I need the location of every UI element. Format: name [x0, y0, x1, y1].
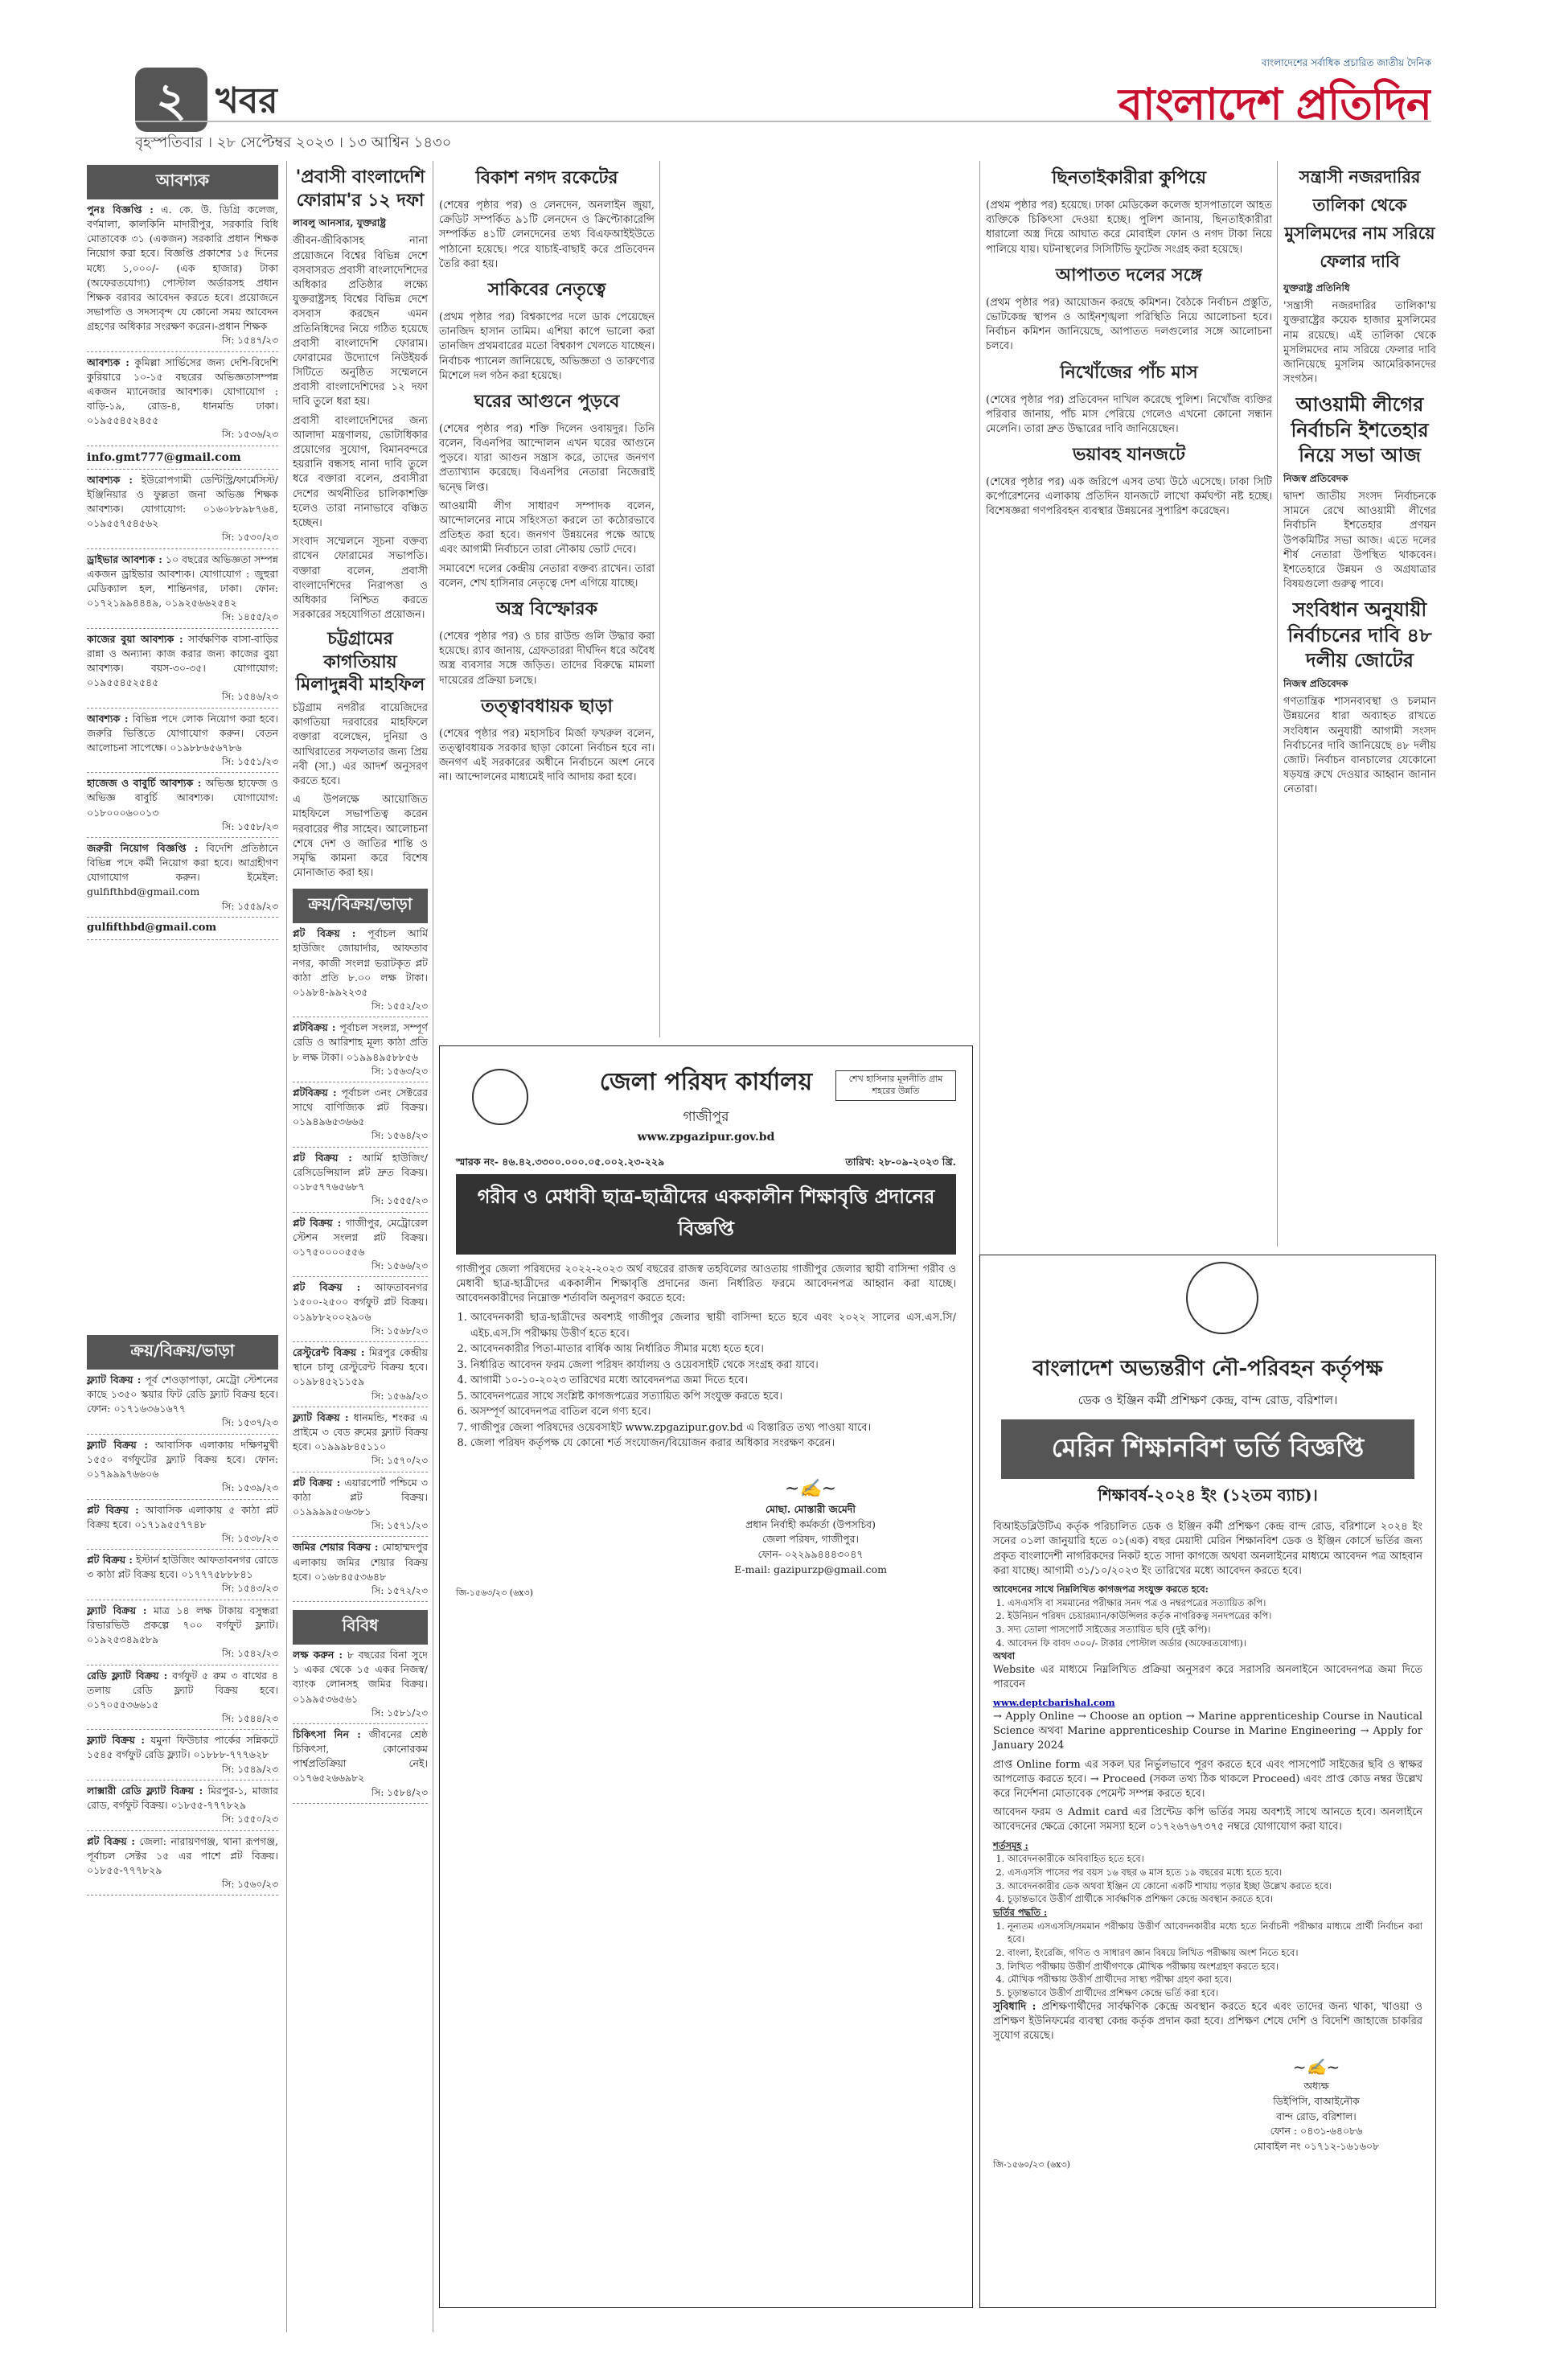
docs-list [993, 1596, 1422, 1650]
online-label: অথবা [993, 1650, 1016, 1662]
ad-text: মিরপুর-১, মাজার রোড, বর্গফুট বিক্রয়। ০১৮৫৫-৭৭৭৮২৯ [87, 1784, 278, 1812]
classified-header: ক্রয়/বিক্রয়/ভাড়া [87, 1335, 278, 1370]
gazipur-notice [439, 1045, 973, 2308]
ad-title: প্লট বিক্রয় : [293, 927, 356, 940]
ad-title: ড্রাইভার আবশ্যক : [87, 552, 162, 565]
paragraph: (প্রথম পৃষ্ঠার পর) আয়োজন করছে কমিশন। বৈঠকে নির্বাচন প্রস্তুতি, ভোটকেন্দ্র স্থাপন ও আইনশৃঙ্খলা পরিস্থিতি নিয়ে আলোচনা হবে। নির্বাচন কমিশন জানিয়েছে, আপাতত দলগুলোর সঙ্গে আলোচনা চলবে। [986, 296, 1272, 353]
article-body [986, 199, 1272, 257]
column-divider [286, 161, 287, 2332]
column-3b [666, 161, 975, 1037]
notice-org: জেলা পরিষদ কার্যালয় [599, 1068, 813, 1096]
classified-ad [87, 1665, 278, 1731]
article-body [439, 630, 655, 688]
headline: চট্টগ্রামের কাগতিয়ায় মিলাদুন্নবী মাহফিল [295, 628, 425, 696]
ad-text: মোহাম্মদপুর এলাকায় জমির শেয়ার বিক্রয় হবে। ০১৬৮৪৫৫৩৬৪৮ [293, 1541, 428, 1583]
ad-code: সি: ১৫৩৬/২৩ [221, 429, 278, 441]
ad-title: রেডি ফ্ল্যাট বিক্রয় : [87, 1669, 168, 1682]
ad-code: সি: ১৫৩৮/২৩ [221, 1532, 278, 1544]
signer-title: ডিইপিসি, বাআইনৌক [1273, 2094, 1360, 2107]
article-body [1283, 695, 1436, 797]
ad-text: পূর্বাচল আর্মি হাউজিং জোয়ার্দার, আফতাব নগর, কাজী সংলগ্ন ভরাটকৃত প্লট কাঠা প্রতি ৮.০০ লক্ষ টাকা। ০১৯৮৪-৯৯২২৩৫ [293, 927, 428, 998]
notice-sub: ডেক ও ইঞ্জিন কর্মী প্রশিক্ষণ কেন্দ্র, বান্দ রোড, বরিশাল। [1077, 1393, 1338, 1407]
signer-phone: ফোন : ০৪৩১-৬৪০৮৬ [1270, 2125, 1363, 2138]
section-title: খবর [215, 80, 278, 121]
list-item: 4. আগামী ১০-১০-২০২৩ তারিখের মধ্যে আবেদনপত্র জমা দিতে হবে। [470, 1373, 956, 1389]
ad-code: সি: ১৫৫২/২৩ [371, 1000, 428, 1012]
headline: ছিনতাইকারীরা কুপিয়ে [1052, 167, 1206, 188]
paragraph: সমাবেশে দলের কেন্দ্রীয় নেতারা বক্তব্য রাখেন। তারা বলেন, শেখ হাসিনার নেতৃত্বে দেশ এগিয়ে যাচ্ছে। [439, 562, 655, 589]
classified-ad [87, 1831, 278, 1896]
ad-code: সি: ১৫৮৪/২৩ [371, 1786, 428, 1798]
paragraph: (শেষের পৃষ্ঠার পর) প্রতিবেদন দাখিল করেছে পুলিশ। নিখোঁজ ব্যক্তির পরিবার জানায়, পাঁচ মাস পেরিয়ে গেলেও এখনো কোনো সন্ধান মেলেনি। তারা দ্রুত উদ্ধারের দাবি জানিয়েছেন। [986, 393, 1272, 435]
newspaper-logo [1045, 56, 1431, 137]
paragraph: (প্রথম পৃষ্ঠার পর) হয়েছে। ঢাকা মেডিকেল কলেজ হাসপাতালে আহত ব্যক্তিকে চিকিৎসা দেওয়া হচ্ছে। পুলিশ জানায়, ছিনতাইকারীরা ধারালো অস্ত্র দিয়ে আঘাত করে মোবাইল ফোন ও নগদ টাকা নিয়ে পালিয়ে যায়। ঘটনাস্থলের সিসিটিভি ফুটেজ সংগ্রহ করা হয়েছে। [986, 199, 1272, 256]
ad-text: পূর্বাচল সংলগ্ন, সম্পূর্ণ রেডি ও আরিশাহ মূল্য কাঠা প্রতি ৮ লক্ষ টাকা। ০১৯৯৪৯৫৮৮৫৬ [293, 1021, 428, 1063]
ad-title: ফ্ল্যাট বিক্রয় : [87, 1374, 142, 1386]
headline: আওয়ামী লীগের নির্বাচনি ইশতেহার নিয়ে সভা আজ [1291, 392, 1429, 466]
notice-org: বাংলাদেশ অভ্যন্তরীণ নৌ-পরিবহন কর্তৃপক্ষ [1032, 1357, 1383, 1381]
email-highlight: info.gmt777@gmail.com [87, 446, 278, 470]
article-body [293, 234, 428, 622]
ad-code: সি: ১৫৮১/২৩ [371, 1707, 428, 1719]
ad-title: চিকিৎসা নিন : [293, 1728, 361, 1741]
column-4 [986, 161, 1272, 1238]
classified-ad [293, 1537, 428, 1602]
ad-text: পূর্বাচল ৩নং সেক্টরের সাথে বাণিজ্যিক প্লট বিক্রয়। ০১৯৪৯৬৫৩৬৬৫ [293, 1086, 428, 1128]
paragraph: আওয়ামী লীগ সাধারণ সম্পাদক বলেন, আন্দোলনের নামে সহিংসতা করলে তা কঠোরভাবে প্রতিহত করা হবে। জনগণ উন্নয়নের পক্ষে আছে এবং আগামী নির্বাচনে তারা নৌকায় ভোট দেবে। [439, 499, 655, 557]
ad-text: এ. কে. উ. ডিগ্রি কলেজ, বর্ণমালা, কালকিনি মাদারীপুর, সরকারি বিধি মোতাবেক ৩১ (একজন) সরকারি প্রধান শিক্ষক নিয়োগ করা হবে। বিজ্ঞপ্তি প্রকাশের ১৫ দিনের মধ্যে ১,০০০/- (এক হাজার) টাকা (অফেরতযোগ্য) পোস্টাল অর্ডারসহ প্রধান শিক্ষক বরাবর আবেদন করতে হবে। প্রয়োজনে সভাপতি ও সদস্যবৃন্দ যে কোনো সময় আবেদন গ্রহণের অধিকার সংরক্ষণ করেন।-প্রধান শিক্ষক [87, 203, 278, 332]
ad-title: ফ্ল্যাট বিক্রয় : [87, 1438, 148, 1451]
classified-ad [87, 1780, 278, 1831]
list-item: 4. মৌখিক পরীক্ষায় উত্তীর্ণ প্রার্থীদের সাস্থ্য পরীক্ষা গ্রহণ করা হবে। [1008, 1973, 1422, 1986]
list-item: 1. নূন্যতম এসএসসি/সমমান পরীক্ষায় উত্তীর্ণ আবেদনকারীর মধ্যে হতে নির্বাচনী পরীক্ষার মাধ্যমে প্রার্থী নির্বাচন করা হবে। [1008, 1920, 1422, 1946]
ad-text: ৮ বছরের বিনা সুদে ১ একর থেকে ১৫ একর নিজস্ব/ব্যাংক লোনসহ জমির বিক্রয়। ০১৯৯৫৩৬৫৬১ [293, 1649, 428, 1705]
ad-title: প্লট বিক্রয় : [87, 1554, 133, 1567]
ad-code: সি: ১৫৪৪/২৩ [221, 1712, 278, 1724]
notice-session: শিক্ষাবর্ষ-২০২৪ ইং (১২তম ব্যাচ)। [1098, 1485, 1318, 1505]
list-item: 2. বাংলা, ইংরেজি, গণিত ও সাধারণ জ্ঞান বিষয়ে লিখিত পরীক্ষায় অংশ নিতে হবে। [1008, 1946, 1422, 1960]
ad-text: আবাসিক এলাকায় দক্ষিণমুখী ১৫৫০ বর্গফুটের ফ্ল্যাট বিক্রয় হবে। ফোন: ০১৭৯৯৯৭৬৬০৬ [87, 1438, 278, 1481]
classified-ad [87, 352, 278, 446]
list-item: 1. এসএসসি বা সমমানের পরীক্ষার সনদ পত্র ও নম্বরপত্রের সত্যায়িত কপি। [1008, 1596, 1422, 1610]
ad-title: প্লটবিক্রয় : [293, 1086, 337, 1099]
ad-title: রেস্টুরেন্ট বিক্রয় : [293, 1346, 365, 1359]
classified-ad [87, 709, 278, 774]
paragraph: জীবন-জীবিকাসহ নানা প্রয়োজনে বিশ্বের বিভিন্ন দেশে বসবাসরত প্রবাসী বাংলাদেশিদের অধিকার প্রতিষ্ঠার লক্ষ্যে যুক্তরাষ্ট্রসহ বিশ্বের বিভিন্ন দেশে বসবাস করছেন এমন প্রতিনিধিদের নিয়ে গঠিত হয়েছে প্রবাসী বাংলাদেশি ফোরাম। ফোরামের উদ্যোগে নিউইয়র্ক সিটিতে অনুষ্ঠিত সম্মেলনে প্রবাসী বাংলাদেশিদের ১২ দফা দাবি তুলে ধরা হয়। [293, 235, 428, 409]
ad-text: কুমিল্লা সার্ভিসের জন্য দেশি-বিদেশি কুরিয়ারে ১০-১৫ বছরের অভিজ্ঞতাসম্পন্ন একজন ম্যানেজার আবশ্যক। যোগাযোগ : বাড়ি-১৯, রোড-৪, ধানমন্ডি ঢাকা। ০১৯৫৫৪৫২৪৫৫ [87, 355, 278, 427]
notice-banner: গরীব ও মেধাবী ছাত্র-ছাত্রীদের এককালীন শিক্ষাবৃত্তি প্রদানের বিজ্ঞপ্তি [456, 1174, 956, 1255]
classified-ad [293, 1082, 428, 1148]
paragraph: এ উপলক্ষে আয়োজিত মাহফিলে সভাপতিত্ব করেন দরবারের পীর সাহেব। আলোচনা শেষে দেশ ও জাতির শান্তি ও সমৃদ্ধি কামনা করে বিশেষ মোনাজাত করা হয়। [293, 794, 428, 880]
classified-ad [87, 470, 278, 549]
ad-title: জরুরী নিয়োগ বিজ্ঞপ্তি : [87, 842, 199, 855]
ad-title: প্লট বিক্রয় : [293, 1476, 341, 1489]
signer-email[interactable]: E-mail: gazipurzp@gmail.com [734, 1563, 887, 1575]
paragraph: (শেষের পৃষ্ঠার পর) শক্তি দিলেন ওবায়দুর। তিনি বলেন, বিএনপির আন্দোলন এখন ঘরের আগুনে পুড়বে। যারা আগুন সন্ত্রাস করে, তাদের জনগণ প্রত্যাখ্যান করেছে। বিএনপির নেতারা নিজেরাই দ্বন্দ্বে লিপ্ত। [439, 422, 655, 494]
paragraph: দ্বাদশ জাতীয় সংসদ নির্বাচনকে সামনে রেখে আওয়ামী লীগের নির্বাচনি ইশতেহার প্রণয়ন উপকমিটির সভা আজ। এতে দলের শীর্ষ নেতারা উপস্থিত থাকবেন। ইশতেহারে উন্নয়ন ও অগ্রযাত্রার বিষয়গুলো গুরুত্ব পাবে। [1283, 491, 1436, 591]
headline: নিখোঁজের পাঁচ মাস [1060, 361, 1198, 383]
ad-code: সি: ১৫৭১/২৩ [371, 1520, 428, 1532]
ad-code: সি: ১৫৫০/২৩ [221, 1813, 278, 1826]
list-item: 3. আবেদনকারীর ডেক অথবা ইঞ্জিন যে কোনো একটি শাখায় পড়ার ইচ্ছা উল্লেখ করতে হবে। [1008, 1879, 1422, 1893]
ad-text: পূর্ব শেওড়াপাড়া, মেট্রো স্টেশনের কাছে ১৩৫০ স্কয়ার ফিট রেডি ফ্ল্যাট বিক্রয় হবে। ফোন: ০১৭১৬৩৬১৬৭৭ [87, 1374, 278, 1415]
ad-text: মিরপুর কেন্দ্রীয় স্থানে চালু রেস্টুরেন্ট বিক্রয় হবে। ০১৯৮৪৫২১১৫৯ [293, 1346, 428, 1388]
ad-title: ফ্ল্যাট বিক্রয় : [293, 1411, 349, 1423]
ad-code: সি: ১৫৩০/২৩ [221, 532, 278, 544]
signer-org: জেলা পরিষদ, গাজীপুর। [762, 1533, 859, 1546]
headline: আপাতত দলের সঙ্গে [1055, 264, 1203, 285]
classified-ad [293, 923, 428, 1017]
memo-number: স্মারক নং- ৪৬.৪২.৩৩০০.০০০.০৫.০০২.২৩-২২৯ [456, 1156, 665, 1168]
article-body [986, 296, 1272, 355]
ad-title: পুনঃ বিজ্ঞপ্তি : [87, 203, 154, 216]
conditions-label: শর্তসমূহ : [993, 1839, 1028, 1851]
headline: 'প্রবাসী বাংলাদেশি ফোরাম'র ১২ দফা [295, 166, 425, 211]
list-item: 6. অসম্পূর্ণ আবেদনপত্র বাতিল বলে গণ্য হবে। [470, 1404, 956, 1420]
ad-code: সি: ১৫৬৪/২৩ [371, 1130, 428, 1142]
signer-mobile: মোবাইল নং ০১৭১২-১৬১৬০৮ [1253, 2140, 1380, 2153]
byline: লাবলু আনসার, যুক্তরাষ্ট্র [293, 217, 387, 229]
list-item: 3. নির্ধারিত আবেদন ফরম জেলা পরিষদ কার্যালয় ও ওয়েবসাইট থেকে সংগ্রহ করা যাবে। [470, 1357, 956, 1374]
headline: সংবিধান অনুযায়ী নির্বাচনের দাবি ৪৮ দলীয় জোটের [1287, 598, 1432, 672]
online-after: প্রাপ্ত Online form এর সকল ঘর নির্ভুলভাবে পূরণ করতে হবে এবং পাসপোর্ট সাইজের ছবি ও স্বাক্ষর আপলোড করতে হবে। → Proceed (সকল তথ্য ঠিক থাকলে Proceed) এবং প্রাপ্ত কোড নম্বর উল্লেখ করে নির্দেশনা মোতাবেক পেমেন্ট সম্পন্ন করতে হবে। [993, 1758, 1422, 1801]
article-body [439, 310, 655, 384]
classified-ad [87, 838, 278, 918]
list-item: 2. ইউনিয়ন পরিষদ চেয়ারম্যান/কাউন্সিলর কর্তৃক নাগরিকত্ব সনদপত্রের কপি। [1008, 1609, 1422, 1623]
article-body [986, 393, 1272, 437]
paragraph: (শেষের পৃষ্ঠার পর) ও লেনদেন, অনলাইন জুয়া, ক্রেডিট সম্পর্কিত ৯১টি লেনদেন ও ক্রিপ্টোকারেন্সি সম্পর্কিত ৪১টি লেনদেনের তথ্য বিএফআইইউতে পাঠানো হয়েছে। পরে যাচাই-বাছাই করে প্রতিবেদন তৈরি করা হয়। [439, 199, 655, 270]
classified-ad [87, 1370, 278, 1435]
classified-ad [293, 1277, 428, 1342]
signature-block [1210, 2055, 1422, 2154]
ad-code: সি: ১৫৭০/২৩ [371, 1455, 428, 1467]
classified-header: ক্রয়/বিক্রয়/ভাড়া [293, 889, 428, 923]
ad-text: অভিজ্ঞ হাফেজ ও অভিজ্ঞ বাবুর্চি আবশ্যক। যোগাযোগ: ০১৮০০০৬০০১৩ [87, 777, 278, 819]
ad-text: সার্বক্ষণিক বাসা-বাড়ির রান্না ও অন্যান্য কাজ করার জন্য কাজের বুয়া আবশ্যক। বয়স-৩০-৩৫। যোগাযোগ: ০১৯৫৫৪৫২৫৪৫ [87, 632, 278, 688]
logo-tagline: বাংলাদেশের সর্বাধিক প্রচারিত জাতীয় দৈনিক [1261, 57, 1431, 68]
ad-title: লাক্সারী রেডি ফ্ল্যাট বিক্রয় : [87, 1784, 203, 1797]
list-item: 3. সদ্য তোলা পাসপোর্ট সাইজের সত্যায়িত ছবি (দুই কপি)। [1008, 1623, 1422, 1637]
list-item: 5. চূড়ান্তভাবে উত্তীর্ণ প্রার্থীদের প্রশিক্ষণ কেন্দ্রে ভর্তি করা হবে। [1008, 1986, 1422, 2000]
facility-text: প্রশিক্ষণার্থীদের সার্বক্ষণিক কেন্দ্রে অবস্থান করতে হবে এবং তাদের জন্য থাকা, খাওয়া ও প্রশিক্ষণ ইউনিফর্মের ব্যবস্থা কেন্দ্র কর্তৃক প্রদান করা হবে। প্রশিক্ষণ শেষে দেশি ও বিদেশি জাহাজে চাকরির সুযোগ রয়েছে। [993, 2000, 1422, 2043]
ad-code: সি: ১৪৫৫/২৩ [221, 611, 278, 623]
buysell-list [87, 1370, 278, 1896]
memo-row [456, 1156, 956, 1169]
ad-code: সি: ১৫৬৯/২৩ [371, 1390, 428, 1402]
classified-ad [87, 1550, 278, 1600]
ad-title: প্লট বিক্রয় : [293, 1216, 342, 1229]
list-item: 1. আবেদনকারীকে অবিবাহিত হতে হবে। [1008, 1852, 1422, 1866]
ad-code: সি: ১৫৪৭/২৩ [221, 335, 278, 347]
conditions-list [456, 1310, 956, 1452]
column-divider [1277, 161, 1278, 1247]
list-item: 4. চূড়ান্তভাবে উত্তীর্ণ প্রার্থীকে সার্বক্ষণিক প্রশিক্ষণ কেন্দ্রে অবস্থান করতে হবে। [1008, 1892, 1422, 1906]
paragraph: (শেষের পৃষ্ঠার পর) এক জরিপে এসব তথ্য উঠে এসেছে। ঢাকা সিটি কর্পোরেশনের এলাকায় প্রতিদিন যানজটে লাখো কর্মঘণ্টা নষ্ট হচ্ছে। বিশেষজ্ঞরা গণপরিবহন ব্যবস্থার উন্নয়নের সুপারিশ করেছেন। [986, 476, 1272, 518]
signer-title: প্রধান নির্বাহী কর্মকর্তা (উপসচিব) [745, 1518, 876, 1530]
ad-title: আবশ্যক : [87, 712, 129, 725]
paragraph: (শেষের পৃষ্ঠার পর) ও চার রাউন্ড গুলি উদ্ধার করা হয়েছে। র‍্যাব জানায়, গ্রেফতাররা দীর্ঘদিন ধরে অবৈধ অস্ত্র ব্যবসার সঙ্গে জড়িত। তাদের বিরুদ্ধে মামলা দায়েরের প্রক্রিয়া চলছে। [439, 630, 655, 687]
paragraph: 'সন্ত্রাসী নজরদারির তালিকা'য় যুক্তরাষ্ট্রের কয়েক হাজার মুসলিমের নাম রয়েছে। এই তালিকা থেকে মুসলিমদের নাম সরিয়ে ফেলার দাবি জানিয়েছে মুসলিম আমেরিকানদের সংগঠন। [1283, 300, 1436, 386]
signature-mark: ~✍~ [784, 1478, 837, 1499]
website-link[interactable]: www.deptcbarishal.com [993, 1697, 1115, 1709]
ad-code: সি: ১৫৬৩/২৩ [371, 1065, 428, 1077]
dateline: বৃহস্পতিবার । ২৮ সেপ্টেম্বর ২০২৩ । ১৩ আশ্বিন ১৪৩০ [135, 134, 452, 151]
notice-banner: মেরিন শিক্ষানবিশ ভর্তি বিজ্ঞপ্তি [1001, 1419, 1414, 1479]
ad-text: আবাসিক এলাকায় ৫ কাঠা প্লট বিক্রয় হবে। ০১৭১৯৫৫৭৭৪৮ [87, 1503, 278, 1530]
notice-intro: গাজীপুর জেলা পরিষদের ২০২২-২০২৩ অর্থ বছরের রাজস্ব তহবিলের আওতায় গাজীপুর জেলার স্থায়ী বাসিন্দা গরীব ও মেধাবী ছাত্র-ছাত্রীদের এককালীন শিক্ষাবৃত্তি প্রদানের জন্য নির্ধারিত ফরমে আবেদনপত্র আহ্বান করা যাচ্ছে। আবেদনকারীদের নিম্নোক্ত শর্তাবলি অনুসরণ করতে হবে: [456, 1263, 956, 1305]
headline: সন্ত্রাসী নজরদারির তালিকা থেকে মুসলিমদের নাম সরিয়ে ফেলার দাবি [1284, 166, 1435, 271]
classifieds-jobs [87, 165, 278, 1371]
admit-note: আবেদন ফরম ও Admit card এর প্রিন্টেড কপি ভর্তির সময় অবশ্যই সাথে আনতে হবে। অনলাইনে আবেদনের ক্ষেত্রে কোনো সমস্যা হলে ০১৭২৬৭৬৭৩৭৫ নম্বরে যোগাযোগ করা যাবে। [993, 1806, 1422, 1834]
headline: ভয়াবহ যানজটে [1073, 444, 1185, 466]
ad-title: প্লট বিক্রয় : [87, 1834, 136, 1847]
ad-text: মাত্র ১৪ লক্ষ টাকায় বসুন্ধরা রিভারভিউ প্রকল্পে ৭০০ বর্গফুট ফ্ল্যাট। ০১৯২৫৩৪৯৫৮৯ [87, 1604, 278, 1646]
ad-text: আফতাবনগর ১৫০০-২৫০০ বর্গফুট প্লট বিক্রয়। ০১৯৮৮২০০২৯০৬ [293, 1281, 428, 1323]
ad-code: সি: ১৫৬৮/২৩ [371, 1325, 428, 1337]
ad-text: ইউরোপগামী ডেন্টিস্ট্রি/ফার্মেসিস্ট/ইঞ্জিনিয়ার ও ফুল্লতা জনা অভিজ্ঞ শিক্ষক আবশ্যক। যোগাযোগ: ০১৬০৮৮৯৮৭৬৪, ০১৯৫৫৭৫৪৫৬২ [87, 473, 278, 530]
logo-text: বাংলাদেশ প্রতিদিন [1119, 78, 1431, 129]
list-item: 3. লিখিত পরীক্ষায় উত্তীর্ণ প্রার্থীগণকে মৌখিক পরীক্ষায় অংশগ্রহণ করতে হবে। [1008, 1960, 1422, 1974]
column-3 [439, 161, 655, 1037]
byline: যুক্তরাষ্ট্র প্রতিনিধি [1283, 282, 1350, 294]
email-highlight: gulfifthbd@gmail.com [87, 918, 278, 940]
ad-text: ধানমন্ডি, শংকর এ প্রাইমে ৩ বেড রুমের ফ্ল্যাট বিক্রয় হবে। ০১৯৯৯৮৪৫১১০ [293, 1411, 428, 1453]
article-body [439, 422, 655, 591]
classified-ad [87, 1730, 278, 1780]
byline: নিজস্ব প্রতিবেদক [1283, 677, 1348, 689]
ad-code: সি: ১৫৪২/২৩ [221, 1648, 278, 1660]
online-text: Website এর মাধ্যমে নিম্নলিখিত প্রক্রিয়া অনুসরণ করে সরাসরি অনলাইনে আবেদনপত্র জমা দিতে পারবেন [993, 1664, 1422, 1691]
headline: সাকিবের নেতৃত্বে [487, 278, 606, 300]
conditions-list [993, 1852, 1422, 1906]
ad-title: হাজেজ ও বাবুর্চি আবশ্যক : [87, 777, 202, 790]
ad-code: সি: ১৫৪৯/২৩ [221, 1763, 278, 1775]
ad-title: আবশ্যক : [87, 355, 129, 368]
article-body [1283, 299, 1436, 387]
biwta-seal-icon [1186, 1262, 1258, 1334]
byline: নিজস্ব প্রতিবেদক [1283, 472, 1348, 484]
column-2 [293, 161, 428, 2332]
ad-text: আর্মি হাউজিং/রেসিডেন্সিয়াল প্লট দ্রুত বিক্রয়। ০১৮৫৭৭৬৫৬৮৭ [293, 1151, 428, 1193]
ad-code: সি: ১৫৫১/২৩ [221, 755, 278, 767]
signer-org: বান্দ রোড, বরিশাল। [1276, 2109, 1357, 2122]
ad-code: সি: ১৫৬৬/২৩ [371, 1259, 428, 1271]
classified-ad [293, 1017, 428, 1082]
ad-code: সি: ১৫৪৬/২৩ [221, 691, 278, 703]
misc-list [293, 1645, 428, 1804]
classified-ad [87, 1600, 278, 1665]
ad-ref: জি-১৫৬০/২৩ (৬x৩) [993, 2158, 1070, 2170]
ad-title: কাজের বুয়া আবশ্যক : [87, 632, 183, 645]
list-item: 2. আবেদনকারীর পিতা-মাতার বার্ষিক আয় নির্ধারিত সীমার মধ্যে হতে হবে। [470, 1341, 956, 1357]
page-number: ২ [135, 68, 207, 132]
classified-ad [293, 1407, 428, 1472]
classified-ad [293, 1724, 428, 1804]
classified-ad [293, 1472, 428, 1538]
process-label: ভর্তির পদ্ধতি : [993, 1906, 1048, 1918]
classified-ad [293, 1342, 428, 1407]
list-item: 4. আবেদন ফি বাবদ ৩০০/- টাকার পোস্টাল অর্ডার (অফেরতযোগ্য)। [1008, 1637, 1422, 1650]
paragraph: চট্টগ্রাম নগরীর বায়েজিদের কাগতিয়া দরবারের মাহফিলে বক্তারা বলেছেন, দুনিয়া ও আখিরাতের সফলতার জন্য প্রিয় নবী (সা.) এর আদর্শ অনুসরণ করতে হবে। [293, 702, 428, 787]
ad-text: জেলা: নারায়ণগঞ্জ, থানা রূপগঞ্জ, পূর্বাচল সেক্টর ১৫ এর পাশে প্লট বিক্রয়। ০১৮৫৫-৭৭৭৮২৯ [87, 1834, 278, 1876]
article-body [986, 475, 1272, 520]
ad-title: লক্ষ করুন : [293, 1649, 343, 1661]
signature-mark: ~✍~ [1292, 2057, 1340, 2077]
ad-code: সি: ১৫৫৯/২৩ [221, 900, 278, 912]
ad-text: যমুনা ফিউচার পার্কের সন্নিকটে ১৫৪৫ বর্গফুট রেডি ফ্ল্যাট। ০১৮৮৮-৭৭৭৬২৮ [87, 1734, 278, 1761]
ad-code: সি: ১৫৬০/২৩ [221, 1879, 278, 1890]
notice-stamp: শেখ হাসিনার মূলনীতি গ্রাম শহরের উন্নতি [835, 1070, 956, 1101]
signer-phone: ফোন- ০২২৯৯৪৪৪৩০৪৭ [757, 1548, 864, 1561]
ad-text: বিদেশি প্রতিষ্ঠানে বিভিন্ন পদে কর্মী নিয়োগ করা হবে। আগ্রহীগণ যোগাযোগ করুন। ইমেইল: gulfifthbd@gmail.com [87, 842, 278, 898]
article-body [1283, 490, 1436, 592]
ad-code: সি: ১৫৩৯/২৩ [221, 1482, 278, 1494]
ad-text: গাজীপুর, মেট্রোরেল স্টেশন সংলগ্ন প্লট বিক্রয়। ০১৭৫০০০০৫৫৬ [293, 1216, 428, 1258]
marine-notice [979, 1255, 1436, 2308]
classified-ad [87, 549, 278, 629]
memo-date: তারিখ: ২৮-০৯-২০২৩ খ্রি. [845, 1156, 956, 1168]
list-item: 7. গাজীপুর জেলা পরিষদের ওয়েবসাইট www.zpgazipur.gov.bd এ বিস্তারিত তথ্য পাওয়া যাবে। [470, 1420, 956, 1436]
paragraph: (প্রথম পৃষ্ঠার পর) বিশ্বকাপের দলে ডাক পেয়েছেন তানজিদ হাসান তামিম। এশিয়া কাপে ভালো করা তানজিদ প্রথমবারের মতো বিশ্বকাপ খেলতে যাচ্ছেন। নির্বাচক প্যানেল জানিয়েছে, অভিজ্ঞতা ও তারুণ্যের মিশেলে দল গঠন করা হয়েছে। [439, 310, 655, 382]
notice-place: গাজীপুর [683, 1109, 729, 1125]
ad-code: সি: ১৫৪৩/২৩ [221, 1583, 278, 1595]
column-divider [659, 161, 660, 1037]
ad-title: ফ্ল্যাট বিক্রয় : [87, 1734, 145, 1747]
ad-title: প্লটবিক্রয় : [293, 1021, 336, 1034]
ad-code: সি: ১৫৫৫/২৩ [371, 1195, 428, 1207]
ad-text: এয়ারপোর্ট পশ্চিমে ৩ কাঠা প্লট বিক্রয়। ০১৯৯৯৯৫০৬৩৮১ [293, 1476, 428, 1518]
ad-code: সি: ১৫৭২/২৩ [371, 1584, 428, 1596]
jobs-list [87, 199, 278, 940]
ad-text: জীবনের শ্রেষ্ঠ চিকিৎসা, কোনোরকম পার্শ্বপ্রতিক্রিয়া নেই। ০১৭৬৫২৬৬৯৮২ [293, 1728, 428, 1785]
list-item: 5. আবেদনপত্রের সাথে সংশ্লিষ্ট কাগজপত্রের সত্যায়িত কপি সংযুক্ত করতে হবে। [470, 1389, 956, 1405]
classified-ad [293, 1213, 428, 1278]
ad-ref: জি-১৫৬৩/২৩ (৬x৩) [456, 1587, 533, 1598]
article-body [439, 727, 655, 786]
ad-title: প্লট বিক্রয় : [87, 1503, 139, 1516]
buysell-list [293, 923, 428, 1602]
seal-icon [472, 1069, 528, 1125]
ad-text: ১০ বছরের অভিজ্ঞতা সম্পন্ন একজন ড্রাইভার আবশ্যক। যোগাযোগ : জুহুরা মেডিক্যাল হল, শান্তিনগর, ঢাকা। ফোন: ০১৭২১৯৯৪৪৪৯, ০১৯২৫৬৬২৫৪২ [87, 552, 278, 610]
ad-title: প্লট বিক্রয় : [293, 1281, 361, 1294]
ad-text: ইস্টার্ন হাউজিং আফতাবনগর রোডে ৩ কাঠা প্লট বিক্রয় হবে। ০১৭৭৭৫৮৮৮৪১ [87, 1554, 278, 1581]
ad-text: বিভিন্ন পদে লোক নিয়োগ করা হবে। জরুরি ভিত্তিতে যোগাযোগ করুন। বেতন আলোচনা সাপেক্ষে। ০১৯৮৮৬৫৬৭৮৬ [87, 712, 278, 754]
article-body [439, 199, 655, 272]
classified-ad [87, 773, 278, 838]
classified-ad [293, 1645, 428, 1724]
list-item: 8. জেলা পরিষদ কর্তৃপক্ষ যে কোনো শর্ত সংযোজন/বিয়োজন করার অধিকার সংরক্ষণ করেন। [470, 1435, 956, 1452]
process-list [993, 1920, 1422, 2000]
online-steps: → Apply Online → Choose an option → Marine apprenticeship Course in Nautical Science অথবা Marine apprenticeship Course in Marine Engineering → Apply for January 2024 [993, 1711, 1422, 1752]
ad-title: ফ্ল্যাট বিক্রয় : [87, 1604, 147, 1616]
article-body [293, 701, 428, 881]
notice-web[interactable]: www.zpgazipur.gov.bd [637, 1130, 775, 1144]
ad-text: বর্গফুট ৫ রুম ৩ বাথের ৪ তলায় রেডি ফ্ল্যাট বিক্রয় হবে। ০১৭০৫৫৩৬৬১৫ [87, 1669, 278, 1711]
classified-ad [87, 629, 278, 709]
ad-code: সি: ১৫৫৮/২৩ [221, 820, 278, 832]
classifieds-buysell-left [87, 1335, 278, 2332]
headline: তত্ত্বাবধায়ক ছাড়া [481, 695, 613, 717]
signer-name: মোছা. মোস্তারী জমেদী [766, 1502, 856, 1515]
headline: বিকাশ নগদ রকেটের [475, 167, 618, 188]
list-item: 2. এসএসসি পাসের পর বয়স ১৬ বছর ৬ মাস হতে ১৯ বছরের মধ্যে হতে হবে। [1008, 1866, 1422, 1879]
classified-header: বিবিধ [293, 1610, 428, 1645]
classified-ad [87, 1500, 278, 1550]
classified-ad [87, 199, 278, 352]
docs-label: আবেদনের সাথে নিম্নলিখিত কাগজপত্র সংযুক্ত করতে হবে: [993, 1583, 1209, 1595]
signature-block [665, 1476, 956, 1578]
column-5 [1283, 161, 1436, 1238]
classified-ad [293, 1148, 428, 1213]
classified-header: আবশ্যক [87, 165, 278, 199]
paragraph: গণতান্ত্রিক শাসনব্যবস্থা ও চলমান উন্নয়নের ধারা অব্যাহত রাখতে সংবিধান অনুযায়ী আগামী সংসদ নির্বাচনের দাবি জানিয়েছে ৪৮ দলীয় জোট। নির্বাচন বানচালের যেকোনো ষড়যন্ত্র রুখে দেওয়ার আহ্বান জানান নেতারা। [1283, 696, 1436, 796]
paragraph: (শেষের পৃষ্ঠার পর) মহাসচিব মির্জা ফখরুল বলেন, তত্ত্বাবধায়ক সরকার ছাড়া কোনো নির্বাচন হবে না। জনগণ এই সরকারের অধীনে নির্বাচনে অংশ নেবে না। আন্দোলনের মাধ্যমেই দাবি আদায় করা হবে। [439, 727, 655, 784]
facility-label: সুবিধাদি : [993, 2000, 1036, 2013]
paragraph: সংবাদ সম্মেলনে সূচনা বক্তব্য রাখেন ফোরামের সভাপতি। বক্তারা বলেন, প্রবাসী বাংলাদেশিদের নিরাপত্তা ও অধিকার নিশ্চিত করতে সরকারের সহযোগিতা প্রয়োজন। [293, 536, 428, 622]
ad-title: আবশ্যক : [87, 473, 133, 486]
headline: অস্ত্র বিস্ফোরক [495, 598, 598, 619]
ad-title: প্লট বিক্রয় : [293, 1151, 352, 1164]
ad-title: জমির শেয়ার বিক্রয় : [293, 1541, 379, 1554]
classified-ad [87, 1435, 278, 1500]
signer-label: অধ্যক্ষ [1303, 2080, 1329, 2093]
list-item: 1. আবেদনকারী ছাত্র-ছাত্রীদের অবশ্যই গাজীপুর জেলার স্থায়ী বাসিন্দা হতে হবে এবং ২০২২ সালের এস.এস.সি/এইচ.এস.সি পরীক্ষায় উত্তীর্ণ হতে হবে। [470, 1310, 956, 1341]
ad-code: সি: ১৫৩৭/২৩ [221, 1417, 278, 1429]
notice-intro: বিআইডব্লিউটিএ কর্তৃক পরিচালিত ডেক ও ইঞ্জিন কর্মী প্রশিক্ষণ কেন্দ্র বান্দ রোড, বরিশালে ২০২৪ ইং সনের ০১লা জানুয়ারি হতে ০১(এক) বছর মেয়াদী মেরিন শিক্ষানবিশ ডেক ও ইঞ্জিন কোর্সে ভর্তির জন্য প্রকৃত বাংলাদেশী নাগরিকদের নিকট হতে সাদা কাগজে অথবা অনলাইনের মাধ্যমে আবেদন পত্র আহবান করা যাচ্ছে। আগামী ৩১/১০/২০২৩ ইং তারিখের মধ্যে আবেদন করতে হবে। [993, 1521, 1422, 1577]
column-divider [979, 161, 980, 1279]
paragraph: প্রবাসী বাংলাদেশিদের জন্য আলাদা মন্ত্রণালয়, ভোটাধিকার প্রয়োগের সুযোগ, বিমানবন্দরে হয়রানি বন্ধসহ নানা দাবি তুলে ধরে বক্তারা বলেন, প্রবাসীরা দেশের অর্থনীতির চালিকাশক্তি হলেও তারা নানাভাবে বঞ্চিত হচ্ছেন। [293, 414, 428, 529]
headline: ঘরের আগুনে পুড়বে [474, 390, 620, 412]
